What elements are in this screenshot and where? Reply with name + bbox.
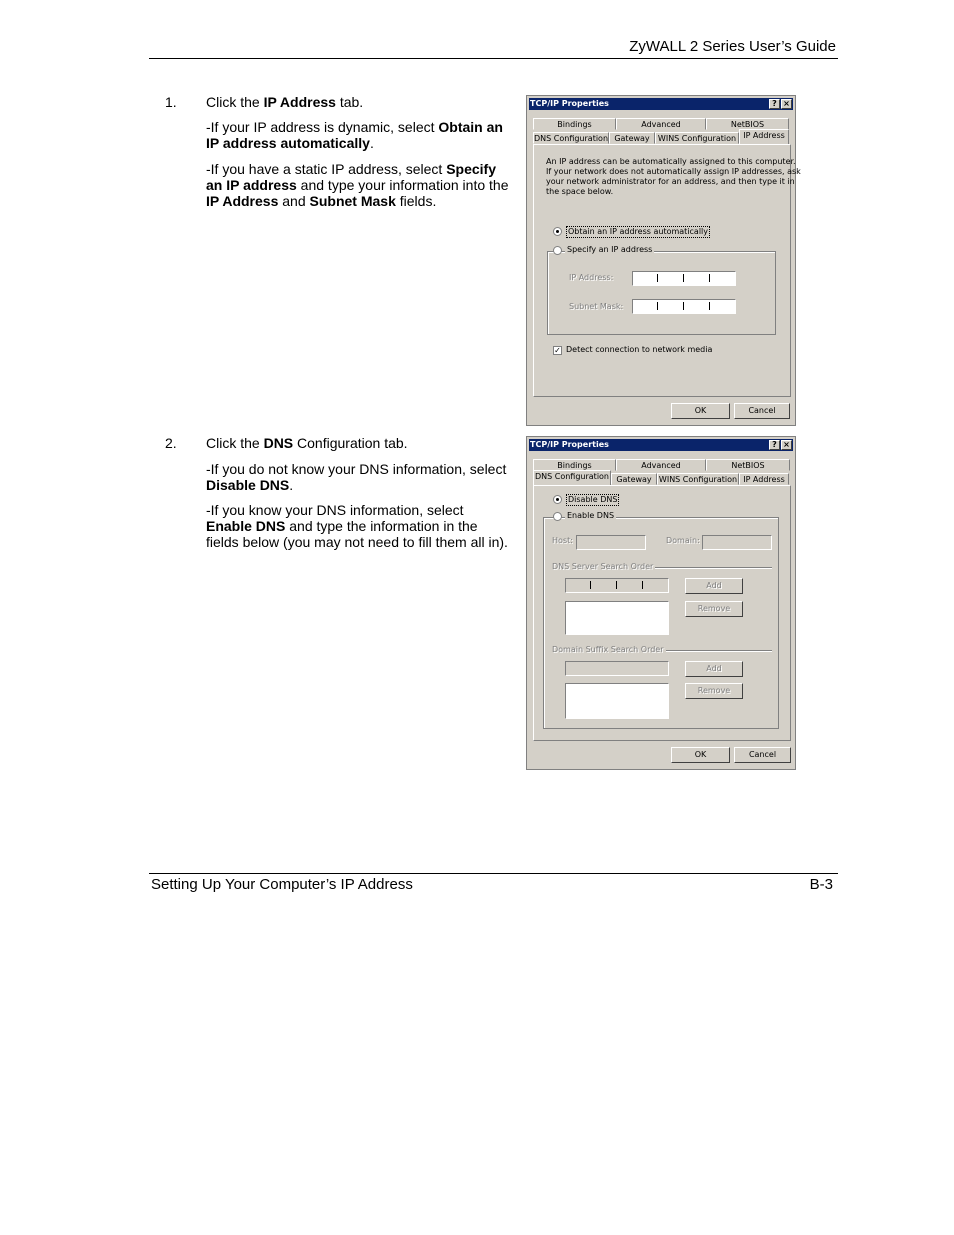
step-1-number: 1. [165, 94, 177, 110]
domain-suffix-list[interactable] [565, 683, 669, 719]
obtain-ip-label[interactable]: Obtain an IP address automatically [568, 227, 709, 236]
domain-label: Domain: [666, 536, 700, 545]
detect-media-checkbox[interactable]: ✓ [554, 346, 561, 355]
obtain-ip-radio[interactable] [553, 227, 562, 236]
bold-run: Enable DNS [206, 518, 286, 534]
octet-separator [590, 581, 591, 589]
tab-panel [533, 144, 801, 397]
tab-wins-configuration[interactable]: WINS Configuration [658, 475, 738, 484]
dns-server-list[interactable] [565, 601, 669, 635]
text-run: Click the [206, 435, 264, 451]
tab-bindings[interactable]: Bindings [533, 118, 616, 130]
close-button[interactable]: × [781, 99, 792, 109]
cancel-button[interactable]: Cancel [734, 747, 791, 763]
step-1-dynamic-note [206, 119, 511, 151]
dialog-titlebar [529, 98, 793, 110]
octet-separator [657, 274, 658, 282]
text-run: -If your IP address is dynamic, select [206, 119, 439, 135]
domain-suffix-field[interactable] [565, 661, 669, 676]
tab-bindings[interactable]: Bindings [533, 459, 616, 471]
description-line: your network administrator for an address, and then type it in [546, 177, 795, 186]
description-line: the space below. [546, 187, 614, 196]
bold-run: Subnet Mask [309, 193, 396, 209]
page-number: B-3 [809, 876, 833, 893]
bold-run: Disable DNS [206, 477, 290, 493]
host-label: Host: [552, 536, 573, 545]
text-run: -If you have a static IP address, select [206, 161, 447, 177]
add-suffix-button[interactable]: Add [685, 661, 743, 677]
octet-separator [616, 581, 617, 589]
tcpip-dialog-dns-configuration [526, 436, 796, 770]
text-run: and type the information in the fields below (you may not need to fill them all in). [206, 518, 508, 550]
tab-ip-address[interactable]: IP Address [739, 473, 789, 485]
octet-separator [709, 274, 710, 282]
detect-media-label[interactable]: Detect connection to network media [566, 345, 713, 354]
text-run: . [289, 477, 294, 493]
domain-suffix-order-label: Domain Suffix Search Order [552, 645, 664, 654]
bold-run: DNS [263, 435, 294, 451]
text-run: and type your information into the [296, 177, 509, 193]
add-dns-button[interactable]: Add [685, 578, 743, 594]
bold-run: Obtain an IP address automatically [206, 119, 503, 151]
close-button[interactable]: × [781, 440, 792, 450]
tab-netbios[interactable]: NetBIOS [706, 459, 790, 471]
header-rule [149, 58, 838, 59]
subnet-mask-label: Subnet Mask: [569, 302, 624, 311]
tab-advanced[interactable]: Advanced [616, 118, 706, 130]
tab-gateway[interactable]: Gateway [611, 473, 657, 485]
text-run: -If you know your DNS information, select [206, 502, 464, 518]
tab-panel [533, 485, 791, 741]
ip-address-field[interactable] [632, 271, 736, 286]
text-run: Configuration tab. [293, 435, 408, 451]
step-2-disable-note [206, 461, 511, 493]
octet-separator [709, 302, 710, 310]
enable-dns-radio[interactable] [553, 512, 562, 521]
footer-rule [149, 873, 838, 874]
help-button[interactable]: ? [769, 440, 780, 450]
text-run: . [369, 135, 374, 151]
cancel-button[interactable]: Cancel [734, 403, 790, 419]
remove-dns-button[interactable]: Remove [685, 601, 743, 617]
disable-dns-label[interactable]: Disable DNS [568, 495, 618, 504]
text-run: fields. [395, 193, 437, 209]
tab-advanced[interactable]: Advanced [616, 459, 706, 471]
bold-run: Specify an IP address [206, 161, 497, 193]
step-1-instruction [206, 94, 511, 110]
ok-button[interactable]: OK [671, 403, 730, 419]
description-line: An IP address can be automatically assigned to this computer. [546, 157, 796, 166]
octet-separator [683, 302, 684, 310]
octet-separator [657, 302, 658, 310]
step-2-enable-note [206, 502, 511, 550]
tab-gateway[interactable]: Gateway [609, 132, 655, 144]
tab-netbios[interactable]: NetBIOS [706, 118, 789, 130]
step-2-number: 2. [165, 435, 177, 451]
disable-dns-radio[interactable] [553, 495, 562, 504]
dns-server-ip-field[interactable] [565, 578, 669, 593]
remove-suffix-button[interactable]: Remove [685, 683, 743, 699]
dialog-titlebar [529, 439, 793, 451]
specify-ip-label[interactable]: Specify an IP address [567, 245, 653, 254]
enable-dns-label[interactable]: Enable DNS [567, 511, 615, 520]
octet-separator [683, 274, 684, 282]
tab-dns-configuration[interactable]: DNS Configuration [534, 134, 609, 143]
specify-ip-group [547, 251, 776, 335]
host-field[interactable] [576, 535, 646, 550]
step-2-instruction [206, 435, 511, 451]
tab-ip-address[interactable]: IP Address [739, 129, 789, 145]
domain-field[interactable] [702, 535, 772, 550]
bold-run: IP Address [206, 193, 279, 209]
help-button[interactable]: ? [769, 99, 780, 109]
tab-dns-configuration[interactable]: DNS Configuration [533, 470, 611, 486]
running-header: ZyWALL 2 Series User’s Guide [629, 38, 836, 55]
subnet-mask-field[interactable] [632, 299, 736, 314]
text-run: -If you do not know your DNS information, select [206, 461, 507, 477]
dialog-title: TCP/IP Properties [530, 440, 609, 449]
text-run: Click the [206, 94, 264, 110]
ip-address-label: IP Address: [569, 273, 614, 282]
dns-server-order-label: DNS Server Search Order [552, 562, 654, 571]
footer-section-title: Setting Up Your Computer’s IP Address [151, 876, 413, 893]
description-line: If your network does not automatically assign IP addresses, ask [546, 167, 801, 176]
tab-wins-configuration[interactable]: WINS Configuration [655, 132, 739, 144]
text-run: and [278, 193, 310, 209]
dialog-title: TCP/IP Properties [530, 99, 609, 108]
step-1-static-note [206, 161, 511, 209]
specify-ip-radio[interactable] [553, 246, 562, 255]
tcpip-dialog-ip-address [526, 95, 801, 426]
text-run: tab. [335, 94, 364, 110]
ok-button[interactable]: OK [671, 747, 730, 763]
octet-separator [642, 581, 643, 589]
bold-run: IP Address [263, 94, 336, 110]
